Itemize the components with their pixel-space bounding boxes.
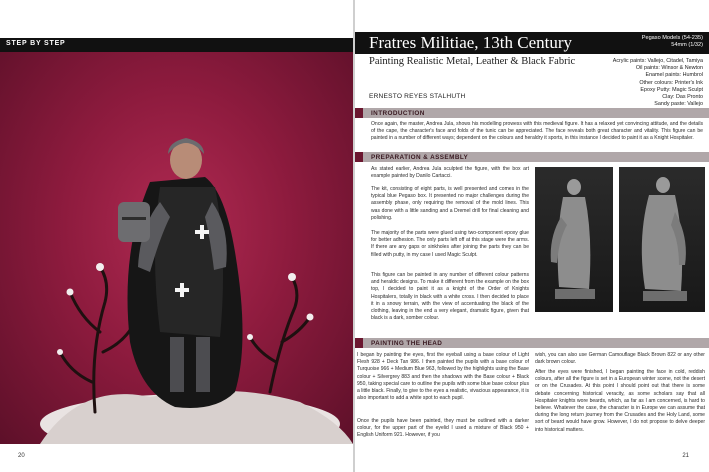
assembled-figure-side-photo xyxy=(619,167,705,312)
materials-list xyxy=(613,58,703,108)
preparation-heading-bar xyxy=(355,152,709,162)
preparation-paragraph-3: The majority of the parts were glued using two-component epoxy glue for better adhesion. The only parts left off at this stage were the arms. If there are any gaps or sinkholes after joining the parts they can be filled with putty, in my case I used Magic Sculpt. xyxy=(371,230,529,258)
knight-figure-photo xyxy=(0,52,353,444)
material-item: Sandy paste: Vallejo xyxy=(654,101,703,108)
material-item: Oil paints: Winsor & Newton xyxy=(635,65,703,72)
page-number-left: 20 xyxy=(18,453,25,459)
kit-info xyxy=(642,35,703,49)
introduction-text: Once again, the master, Andrea Jula, shows his modelling prowess with this medieval figure. It has a relaxed yet convincing attitude, and the details of the cape, the character's face and folds of the tunic can be appreciated. The face reveals both great character and vitality. This figure can be painted in a number of different ways; dependent on the colours and heraldry it sports, in this instance I decided to paint it as a Knight Hospitaler. xyxy=(371,121,703,142)
head-paragraph-2: Once the pupils have been painted, they must be outlined with a darker colour, for the upper part of the eyelid I used a mixture of Black 950 + English Uniform 921. However, if you xyxy=(357,418,529,439)
page-number-right: 21 xyxy=(682,453,689,459)
material-item: Epoxy Putty: Magic Sculpt xyxy=(640,86,703,93)
head-paragraph-1: I began by painting the eyes, first the eyeball using a base colour of Light Flesh 928 + Deck Tan 986. I then painted the pupils with a base colour of Turquoise 966 + Medium Blue 963, followed by the highlights using the Base colour + Silvergrey 883 and then the shadows with the Base colour + Black 950, taking special care to outline the pupils with some blue base colour plus a little black. Finally, to give to the eyes a realistic, vivacious appearance, it is also important to add a white spot to each pupil. xyxy=(357,352,529,402)
introduction-heading: INTRODUCTION xyxy=(371,109,425,117)
head-paragraph-4: After the eyes were finished, I began painting the face in cold, reddish colours, after all the figure is set in a European winter scene, not the desert or on the Crusades. At this point I should point out that there is some debate concerning historical veracity, as some scholars say that all Hospitaler knights wore beards, which, as far as I am concerned, is hard to believe. Whatever the case, the character is in Europe we can assume that during the long return journey from the Crusades and the Holy Land, some sort of beard would have grow. However, I do not propose to delve deeper into historical matters. xyxy=(535,369,705,433)
article-subtitle: Painting Realistic Metal, Leather & Black Fabric xyxy=(369,56,576,67)
head-heading: PAINTING THE HEAD xyxy=(371,339,443,347)
left-footer xyxy=(0,444,353,472)
material-item: Other colours: Printer's Ink xyxy=(639,79,703,86)
material-item: Enamel paints: Humbrol xyxy=(645,72,703,79)
right-page xyxy=(355,0,709,472)
preparation-paragraph-2: The kit, consisting of eight parts, is well presented and comes in the typical blue Pegaso box. It presented no major challenges during the assembly phase, only requiring the removal of the mold lines. This was done with a little sanding and a Dremel drill for final cleaning and polishing. xyxy=(371,186,529,221)
material-item: Clay: Das Pronto xyxy=(662,94,703,101)
head-heading-bar xyxy=(355,338,709,348)
author-name: ERNESTO REYES STALHUTH xyxy=(369,93,466,100)
preparation-paragraph-4: This figure can be painted in any number of different colour patterns and heraldic designs. To make it different from the example on the box top, I decided to paint it as a knight of the Order of Knights Hospitalers, totally in black with a white cross. I then decided to place it in a snowy terrain, with the view of accentuating the black of the clothing, leaving in the end a very elegant, dramatic figure, given that black is a dark, somber colour. xyxy=(371,272,529,322)
knight-figure-illustration xyxy=(0,52,353,444)
section-tag-band xyxy=(0,38,353,52)
assembled-figure-front-photo xyxy=(535,167,613,312)
article-title: Fratres Militiae, 13th Century xyxy=(369,33,573,52)
section-tag: STEP BY STEP xyxy=(6,40,66,47)
preparation-heading: PREPARATION & ASSEMBLY xyxy=(371,153,469,161)
left-page xyxy=(0,0,353,472)
kit-maker: Pegaso Models (54-235) xyxy=(641,35,703,41)
material-item: Acrylic paints: Vallejo, Citadel, Tamiya xyxy=(612,58,703,64)
kit-scale: 54mm (1/32) xyxy=(671,42,703,48)
preparation-paragraph-1: As stated earlier, Andrea Jula sculpted the figure, with the box art example painted by Danilo Cartacci. xyxy=(371,166,529,180)
title-band xyxy=(355,32,709,54)
head-paragraph-3: wish, you can also use German Camouflage Black Brown 822 or any other dark brown colour. xyxy=(535,352,705,366)
introduction-heading-bar xyxy=(355,108,709,118)
